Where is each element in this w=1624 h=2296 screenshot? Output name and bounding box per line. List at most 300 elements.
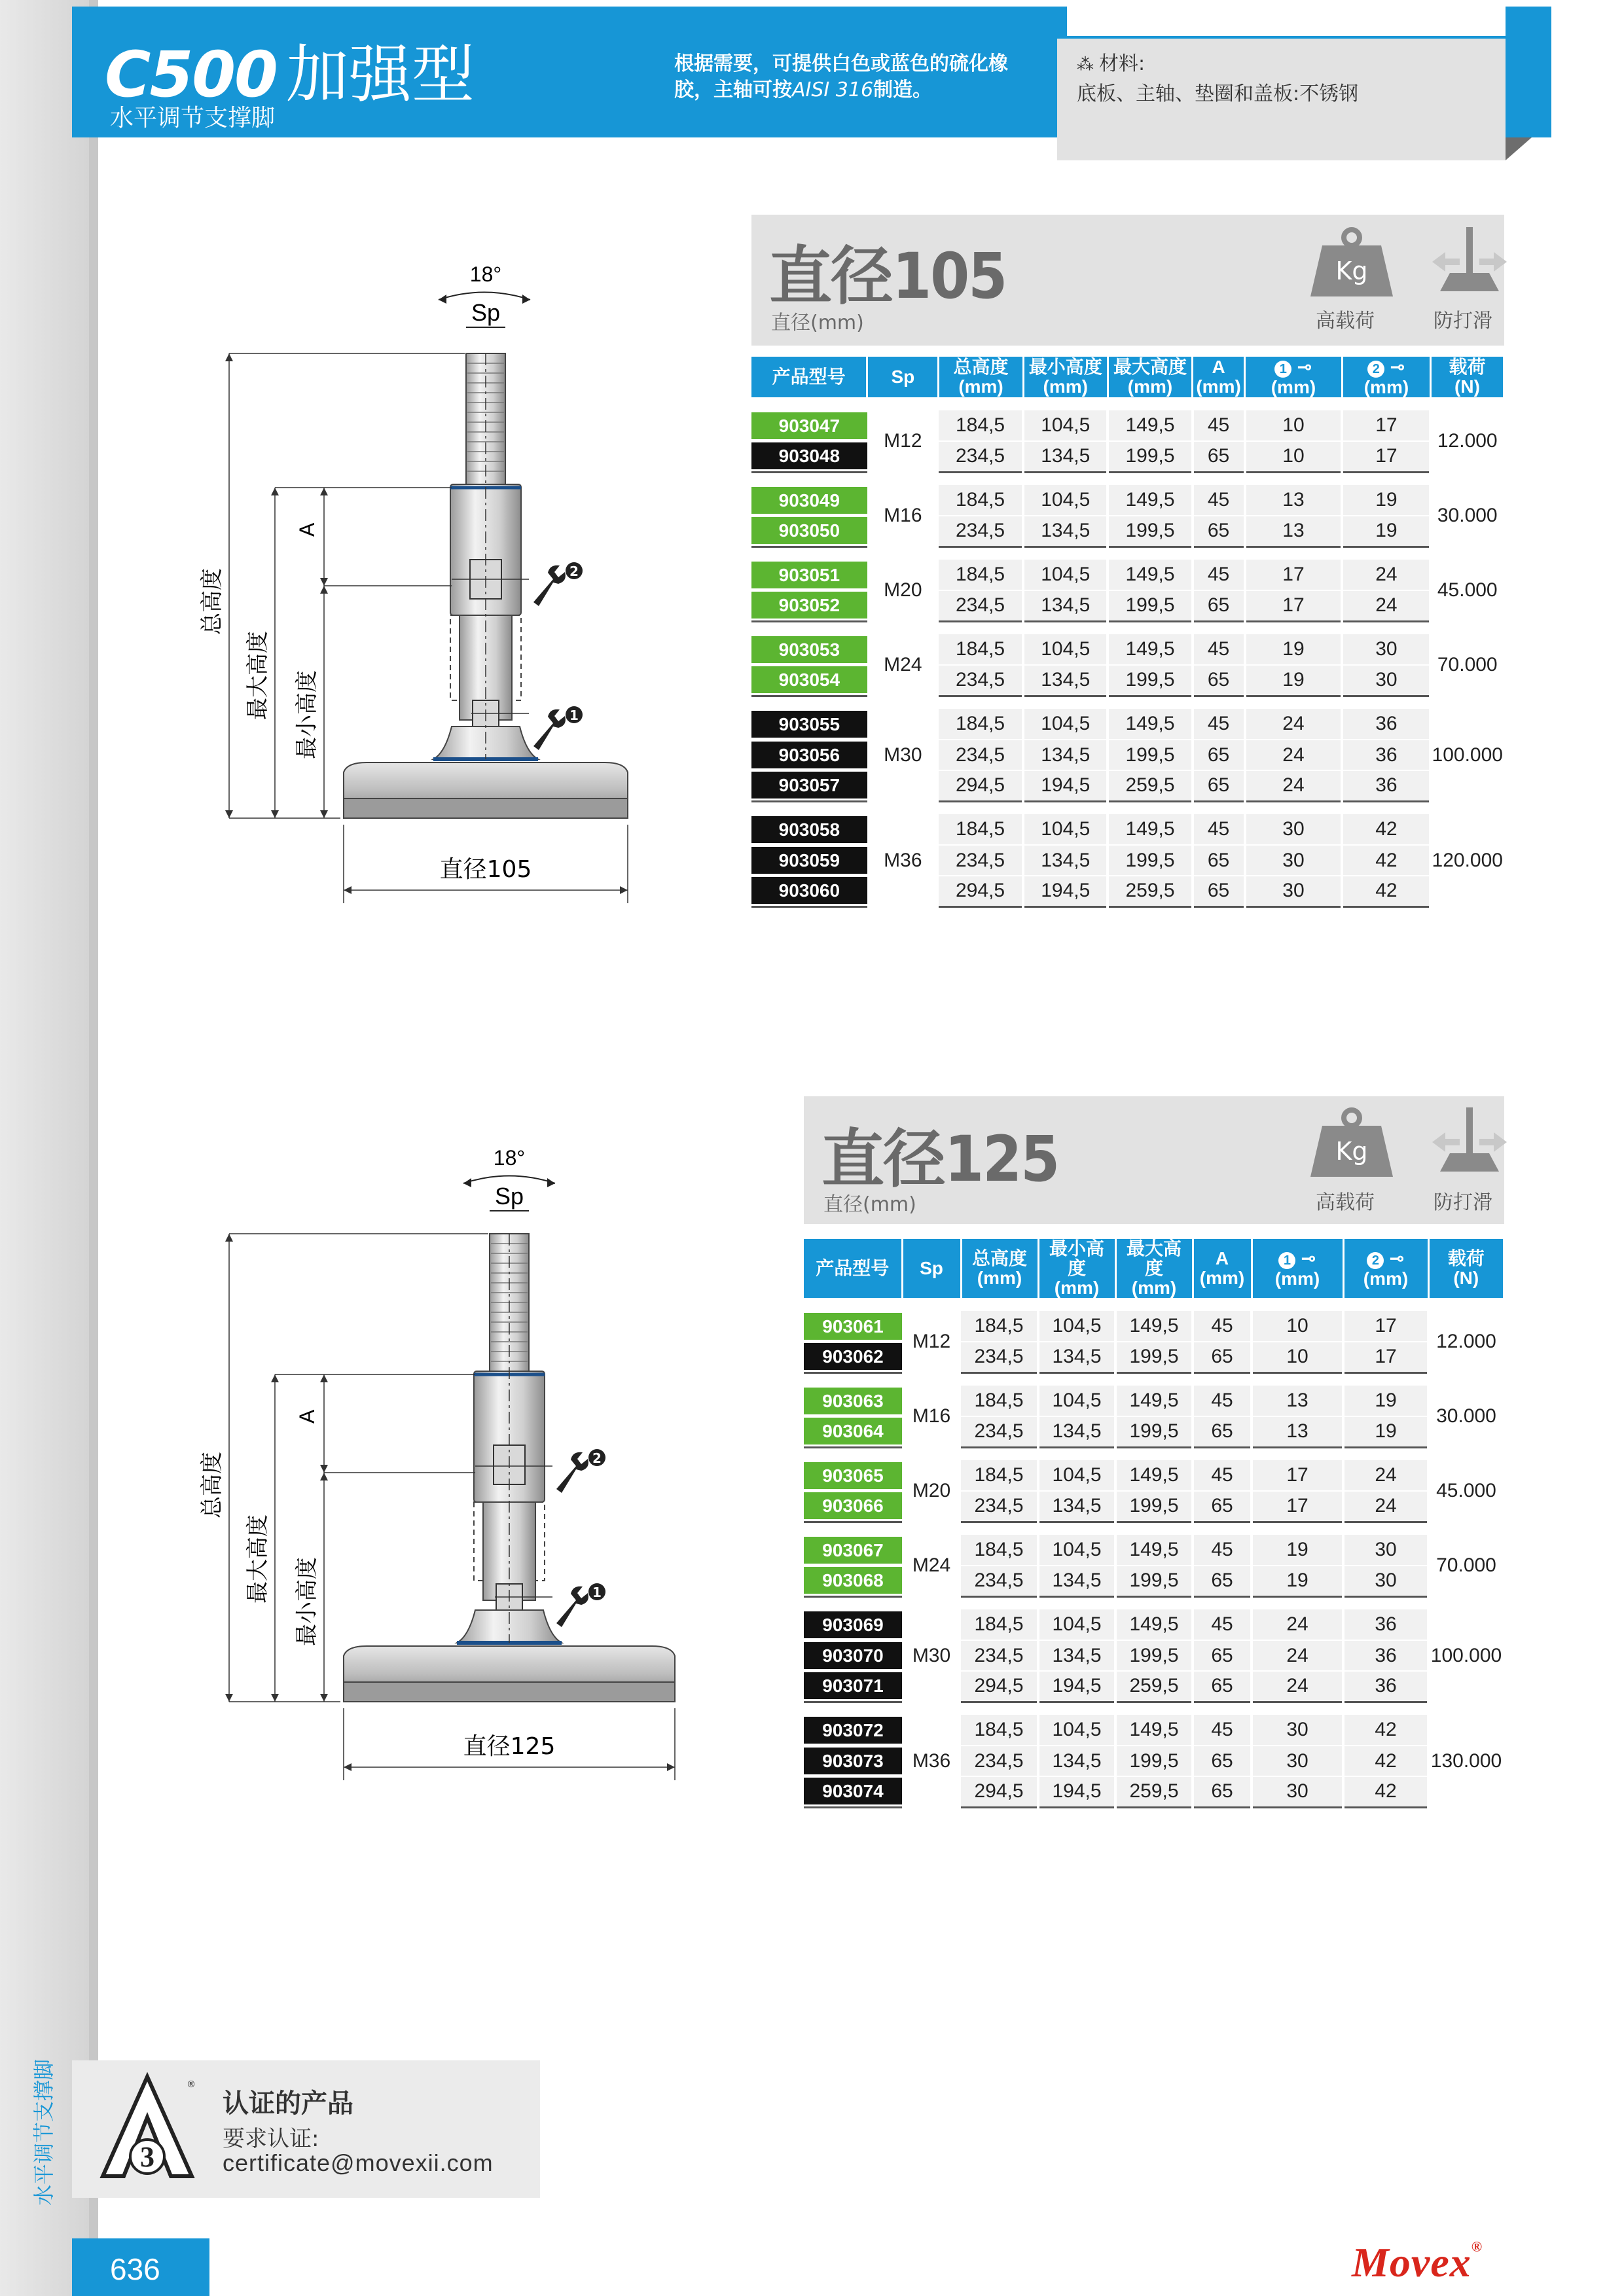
cell-w1: 19	[1252, 1535, 1343, 1566]
cell-max: 199,5	[1115, 1746, 1193, 1776]
product-code-cell	[804, 1776, 902, 1807]
cell-total: 184,5	[961, 1535, 1038, 1566]
col-wrench2	[1343, 1239, 1428, 1298]
product-code[interactable]: 903071	[804, 1672, 902, 1699]
cell-w2: 36	[1342, 770, 1430, 801]
material-title-text: 材料:	[1099, 52, 1146, 75]
cell-w2: 42	[1343, 1776, 1428, 1807]
thread-size: M12	[867, 410, 939, 472]
cell-a: 65	[1193, 1566, 1252, 1596]
side-strip-shadow	[89, 0, 98, 2296]
product-code[interactable]: 903066	[804, 1492, 902, 1519]
cell-w1: 30	[1245, 814, 1343, 845]
load-value: 100.000	[1430, 709, 1503, 801]
cell-max: 149,5	[1108, 485, 1192, 516]
spacer-cell	[804, 1702, 1503, 1715]
cell-total: 184,5	[939, 485, 1023, 516]
cell-a: 45	[1193, 1460, 1252, 1491]
cell-a: 45	[1193, 485, 1245, 516]
table-row	[751, 740, 1503, 770]
cell-min: 134,5	[1023, 441, 1108, 472]
product-code-cell	[751, 876, 867, 906]
max-height-label: 最大高度	[245, 631, 271, 720]
product-code[interactable]: 903069	[804, 1611, 902, 1638]
load-value: 120.000	[1430, 814, 1503, 906]
cell-min: 134,5	[1038, 1640, 1115, 1671]
product-code-cell	[804, 1491, 902, 1522]
cell-max: 149,5	[1115, 1386, 1193, 1416]
cell-a: 65	[1193, 590, 1245, 621]
table-row	[804, 1715, 1503, 1746]
product-code[interactable]: 903064	[804, 1418, 902, 1444]
anti-slip-icon	[1427, 1106, 1512, 1178]
group-spacer	[804, 1447, 1503, 1460]
load-value: 70.000	[1430, 634, 1503, 696]
section-title-105: 直径105	[769, 240, 1007, 313]
col-a	[1193, 357, 1245, 397]
col-max-unit: (mm)	[1131, 1278, 1177, 1298]
cell-w1: 24	[1245, 770, 1343, 801]
product-code-cell	[804, 1311, 902, 1342]
a-label: A	[295, 522, 319, 537]
product-code[interactable]: 903052	[751, 592, 867, 619]
logo-number: 3	[140, 2141, 154, 2173]
cell-total: 294,5	[961, 1776, 1038, 1807]
cell-total: 234,5	[939, 845, 1023, 876]
cell-w1: 13	[1252, 1386, 1343, 1416]
cell-w1: 13	[1245, 485, 1343, 516]
product-code[interactable]: 903061	[804, 1313, 902, 1340]
cell-a: 65	[1193, 1746, 1252, 1776]
svg-text:®: ®	[187, 2079, 196, 2090]
table-row	[751, 634, 1503, 665]
group-spacer	[751, 472, 1503, 485]
product-code-cell	[751, 590, 867, 621]
total-height-label: 总高度	[199, 1452, 225, 1518]
note-material: AISI 316	[792, 79, 874, 101]
col-wrench1-unit: (mm)	[1271, 376, 1316, 397]
material-title	[1077, 47, 1145, 76]
cell-total: 184,5	[939, 410, 1023, 441]
cell-min: 134,5	[1038, 1342, 1115, 1372]
product-code[interactable]: 903050	[751, 517, 867, 544]
product-code[interactable]: 903070	[804, 1642, 902, 1669]
cell-a: 65	[1193, 516, 1245, 547]
cell-w2: 42	[1342, 876, 1430, 906]
a-label: A	[295, 1409, 319, 1424]
cell-a: 45	[1193, 709, 1245, 740]
col-wrench1	[1245, 357, 1343, 397]
min-height-label: 最小高度	[294, 1557, 320, 1646]
table-row	[804, 1535, 1503, 1566]
cell-min: 134,5	[1023, 590, 1108, 621]
spacer-cell	[804, 1447, 1503, 1460]
cell-max: 199,5	[1115, 1342, 1193, 1372]
technical-drawing-2	[190, 1139, 687, 1780]
product-code[interactable]: 903067	[804, 1537, 902, 1564]
cell-w2: 30	[1342, 665, 1430, 696]
spec-table-105-body	[751, 397, 1503, 906]
weight-kg-icon	[1309, 226, 1394, 298]
load-value: 30.000	[1428, 1386, 1503, 1447]
brand-text: Movex	[1352, 2239, 1471, 2286]
col-max	[1115, 1239, 1193, 1298]
product-code[interactable]: 903054	[751, 666, 867, 693]
cell-max: 259,5	[1115, 1671, 1193, 1702]
col-code	[804, 1239, 902, 1298]
product-code-cell	[804, 1566, 902, 1596]
cell-total: 184,5	[961, 1460, 1038, 1491]
product-code-cell	[804, 1416, 902, 1447]
col-load-label: 载荷	[1449, 357, 1486, 377]
col-wrench2-unit: (mm)	[1363, 376, 1409, 397]
cell-max: 149,5	[1115, 1609, 1193, 1640]
cell-w1: 24	[1245, 709, 1343, 740]
cell-a: 45	[1193, 1311, 1252, 1342]
wrench-icon: ⊸	[1390, 356, 1405, 377]
table-row	[751, 770, 1503, 801]
cell-w1: 10	[1245, 441, 1343, 472]
wrench-2-icon	[556, 1449, 605, 1493]
col-total-unit: (mm)	[977, 1268, 1022, 1288]
section-title-125: 直径125	[821, 1122, 1059, 1196]
header-note-line1: 根据需要，可提供白色或蓝色的硫化橡	[674, 52, 1008, 75]
cell-total: 234,5	[961, 1566, 1038, 1596]
product-code[interactable]: 903048	[751, 442, 867, 469]
cell-w2: 24	[1342, 560, 1430, 590]
col-min-unit: (mm)	[1043, 376, 1088, 397]
cell-total: 234,5	[939, 665, 1023, 696]
cell-total: 184,5	[939, 709, 1023, 740]
col-total-label: 总高度	[971, 1248, 1027, 1268]
cell-total: 234,5	[961, 1491, 1038, 1522]
page-subtitle: 水平调节支撑脚	[110, 105, 276, 132]
group-spacer	[804, 1702, 1503, 1715]
cell-a: 65	[1193, 876, 1245, 906]
table-row	[804, 1311, 1503, 1342]
spacer-cell	[804, 1522, 1503, 1535]
cell-w2: 30	[1343, 1566, 1428, 1596]
product-code[interactable]: 903068	[804, 1567, 902, 1594]
thread-size: M20	[867, 560, 939, 621]
cell-w1: 24	[1252, 1609, 1343, 1640]
side-section-label: 水平调节支撑脚	[31, 2058, 56, 2206]
cell-max: 149,5	[1108, 410, 1192, 441]
table-row	[751, 441, 1503, 472]
cell-w1: 30	[1252, 1776, 1343, 1807]
cell-w2: 17	[1342, 441, 1430, 472]
cell-min: 134,5	[1023, 516, 1108, 547]
col-load-unit: (N)	[1453, 1268, 1479, 1288]
model-variant: 加强型	[285, 38, 475, 111]
cell-w2: 42	[1342, 814, 1430, 845]
product-code-cell	[751, 814, 867, 845]
product-code-cell	[804, 1715, 902, 1746]
table-row	[751, 876, 1503, 906]
cell-min: 104,5	[1023, 709, 1108, 740]
cert-email-link[interactable]: certificate@movexii.com	[223, 2149, 494, 2176]
max-height-label: 最大高度	[245, 1515, 271, 1604]
col-a-label: A	[1212, 357, 1225, 377]
wrench-2-number: 2	[569, 564, 579, 579]
diameter-label: 直径125	[463, 1733, 556, 1760]
cell-min: 104,5	[1038, 1460, 1115, 1491]
wrench-1-number: 1	[592, 1585, 602, 1600]
col-load-label: 载荷	[1447, 1248, 1485, 1268]
product-code[interactable]: 903057	[751, 772, 867, 798]
cell-max: 149,5	[1115, 1535, 1193, 1566]
thread-size: M12	[902, 1311, 961, 1372]
cell-a: 65	[1193, 1640, 1252, 1671]
material-icon: ⁂	[1077, 55, 1094, 75]
cell-a: 65	[1193, 1776, 1252, 1807]
product-code[interactable]: 903049	[751, 487, 867, 514]
material-box-fold	[1506, 137, 1532, 160]
thread-size: M36	[902, 1715, 961, 1807]
table-row	[751, 590, 1503, 621]
col-wrench2-label	[1346, 1249, 1426, 1269]
cell-max: 259,5	[1108, 876, 1192, 906]
product-code-cell	[804, 1746, 902, 1776]
spacer-cell	[751, 621, 1503, 634]
cell-min: 104,5	[1038, 1386, 1115, 1416]
sp-label: Sp	[494, 1183, 524, 1210]
cell-min: 194,5	[1038, 1776, 1115, 1807]
col-load	[1428, 1239, 1503, 1298]
cell-w2: 42	[1343, 1746, 1428, 1776]
load-value: 12.000	[1428, 1311, 1503, 1372]
cert-request: 要求认证:	[223, 2126, 319, 2152]
group-spacer	[804, 1596, 1503, 1609]
cell-min: 134,5	[1023, 665, 1108, 696]
product-code[interactable]: 903074	[804, 1778, 902, 1804]
brand-logo	[1352, 2238, 1483, 2287]
spacer-cell	[751, 801, 1503, 814]
product-code[interactable]: 903058	[751, 816, 867, 843]
wrench-1-number: 1	[1278, 1252, 1295, 1269]
cell-a: 45	[1193, 814, 1245, 845]
page-number: 636	[110, 2252, 160, 2286]
load-value: 130.000	[1428, 1715, 1503, 1807]
cell-total: 234,5	[939, 740, 1023, 770]
cell-min: 134,5	[1023, 845, 1108, 876]
cell-a: 45	[1193, 1715, 1252, 1746]
kg-text: Kg	[1335, 1137, 1368, 1166]
cell-min: 194,5	[1023, 770, 1108, 801]
total-height-label: 总高度	[199, 568, 225, 635]
table-row	[804, 1460, 1503, 1491]
cell-total: 234,5	[939, 516, 1023, 547]
cell-min: 104,5	[1023, 634, 1108, 665]
col-max-label: 最大高度	[1126, 1238, 1182, 1278]
cell-w2: 36	[1343, 1671, 1428, 1702]
load-value: 45.000	[1428, 1460, 1503, 1522]
group-spacer	[804, 1372, 1503, 1386]
product-code[interactable]: 903055	[751, 711, 867, 738]
group-spacer	[751, 547, 1503, 560]
cell-min: 104,5	[1038, 1609, 1115, 1640]
group-spacer	[751, 621, 1503, 634]
cell-max: 199,5	[1115, 1566, 1193, 1596]
spacer-cell	[804, 1372, 1503, 1386]
load-value: 45.000	[1430, 560, 1503, 621]
cell-total: 234,5	[961, 1342, 1038, 1372]
cell-max: 149,5	[1108, 814, 1192, 845]
spacer-cell	[751, 472, 1503, 485]
section-subtitle-125: 直径(mm)	[823, 1193, 916, 1216]
cell-total: 234,5	[961, 1746, 1038, 1776]
product-code[interactable]: 903060	[751, 877, 867, 904]
cell-max: 149,5	[1115, 1460, 1193, 1491]
wrench-2-number: 2	[592, 1450, 602, 1466]
kg-text: Kg	[1335, 257, 1368, 285]
col-total-label: 总高度	[953, 357, 1009, 377]
cell-w1: 10	[1252, 1311, 1343, 1342]
product-code[interactable]: 903062	[804, 1343, 902, 1370]
cell-min: 104,5	[1023, 485, 1108, 516]
angle-label: 18°	[469, 262, 502, 286]
product-code-cell	[751, 560, 867, 590]
spec-table-105	[751, 357, 1503, 908]
load-value: 100.000	[1428, 1609, 1503, 1702]
table-row	[751, 814, 1503, 845]
product-code[interactable]: 903047	[751, 412, 867, 439]
col-a	[1193, 1239, 1252, 1298]
product-code[interactable]: 903059	[751, 847, 867, 874]
product-code[interactable]: 903063	[804, 1388, 902, 1414]
thread-size: M24	[902, 1535, 961, 1596]
registered-mark: ®	[1471, 2238, 1483, 2255]
note-text: 胶，主轴可按	[674, 79, 792, 101]
cell-min: 134,5	[1038, 1566, 1115, 1596]
cell-w1: 17	[1252, 1460, 1343, 1491]
product-code[interactable]: 903051	[751, 562, 867, 588]
cell-w2: 42	[1343, 1715, 1428, 1746]
cell-w2: 19	[1342, 485, 1430, 516]
cell-a: 65	[1193, 845, 1245, 876]
spacer-cell	[751, 397, 1503, 410]
cell-a: 45	[1193, 1386, 1252, 1416]
cell-w1: 17	[1245, 590, 1343, 621]
cell-w1: 24	[1252, 1671, 1343, 1702]
cell-a: 65	[1193, 1491, 1252, 1522]
cell-total: 184,5	[939, 560, 1023, 590]
product-code[interactable]: 903065	[804, 1462, 902, 1489]
cell-max: 199,5	[1108, 665, 1192, 696]
col-min-unit: (mm)	[1054, 1278, 1100, 1298]
spec-table-125-body	[804, 1298, 1503, 1807]
col-sp	[902, 1239, 961, 1298]
col-wrench2-label	[1344, 357, 1428, 378]
product-code-cell	[751, 441, 867, 472]
cell-w2: 17	[1343, 1342, 1428, 1372]
angle-label: 18°	[493, 1146, 526, 1170]
thread-size: M30	[902, 1609, 961, 1702]
product-code[interactable]: 903056	[751, 742, 867, 768]
header-note	[674, 51, 1041, 103]
cell-w1: 24	[1245, 740, 1343, 770]
cell-a: 45	[1193, 560, 1245, 590]
col-code-label: 产品型号	[772, 367, 846, 387]
cell-w2: 36	[1342, 709, 1430, 740]
wrench-2-number: 2	[1367, 1252, 1384, 1269]
cell-a: 45	[1193, 1609, 1252, 1640]
weight-kg-icon	[1309, 1106, 1394, 1178]
cert-title: 认证的产品	[223, 2089, 353, 2119]
cell-w1: 30	[1245, 845, 1343, 876]
cell-min: 104,5	[1038, 1715, 1115, 1746]
spacer-cell	[751, 696, 1503, 709]
cell-w2: 17	[1342, 410, 1430, 441]
product-code[interactable]: 903072	[804, 1717, 902, 1744]
col-sp-label: Sp	[891, 367, 915, 387]
wrench-2-icon	[533, 562, 583, 606]
cell-w1: 10	[1252, 1342, 1343, 1372]
cell-total: 234,5	[939, 441, 1023, 472]
thread-size: M16	[867, 485, 939, 547]
group-spacer	[751, 696, 1503, 709]
table-row	[751, 560, 1503, 590]
col-wrench1-label	[1254, 1249, 1341, 1269]
product-code[interactable]: 903073	[804, 1748, 902, 1774]
cell-total: 234,5	[961, 1640, 1038, 1671]
cell-total: 184,5	[961, 1715, 1038, 1746]
cell-w1: 19	[1252, 1566, 1343, 1596]
anti-slip-icon	[1427, 226, 1512, 298]
spec-table-125	[804, 1239, 1503, 1808]
product-code-cell	[751, 740, 867, 770]
cell-max: 149,5	[1108, 560, 1192, 590]
col-wrench2	[1342, 357, 1430, 397]
wrench-1-icon	[556, 1583, 605, 1627]
col-code-label: 产品型号	[816, 1258, 890, 1278]
col-a-unit: (mm)	[1199, 1268, 1245, 1288]
col-total	[939, 357, 1023, 397]
product-code-cell	[804, 1342, 902, 1372]
table-row	[804, 1386, 1503, 1416]
cell-max: 259,5	[1115, 1776, 1193, 1807]
product-code-cell	[751, 634, 867, 665]
product-code[interactable]: 903053	[751, 636, 867, 663]
cell-total: 184,5	[939, 814, 1023, 845]
cell-min: 134,5	[1038, 1491, 1115, 1522]
cell-w2: 36	[1343, 1640, 1428, 1671]
cell-max: 259,5	[1108, 770, 1192, 801]
product-code-cell	[751, 516, 867, 547]
cell-a: 45	[1193, 410, 1245, 441]
a3-certification-logo	[95, 2072, 200, 2183]
cell-w1: 30	[1252, 1746, 1343, 1776]
product-code-cell	[751, 770, 867, 801]
load-value: 12.000	[1430, 410, 1503, 472]
cell-a: 65	[1193, 770, 1245, 801]
product-code-cell	[804, 1386, 902, 1416]
cell-total: 184,5	[961, 1386, 1038, 1416]
cell-w2: 36	[1342, 740, 1430, 770]
col-max-label: 最大高度	[1113, 357, 1187, 377]
cell-w2: 19	[1343, 1386, 1428, 1416]
cell-w1: 30	[1252, 1715, 1343, 1746]
min-height-label: 最小高度	[294, 670, 320, 759]
product-code-cell	[751, 485, 867, 516]
cell-a: 65	[1193, 665, 1245, 696]
cell-min: 194,5	[1023, 876, 1108, 906]
table-row	[751, 485, 1503, 516]
cell-w1: 13	[1252, 1416, 1343, 1447]
spacer-cell	[804, 1298, 1503, 1311]
table-row	[751, 665, 1503, 696]
group-spacer	[804, 1522, 1503, 1535]
